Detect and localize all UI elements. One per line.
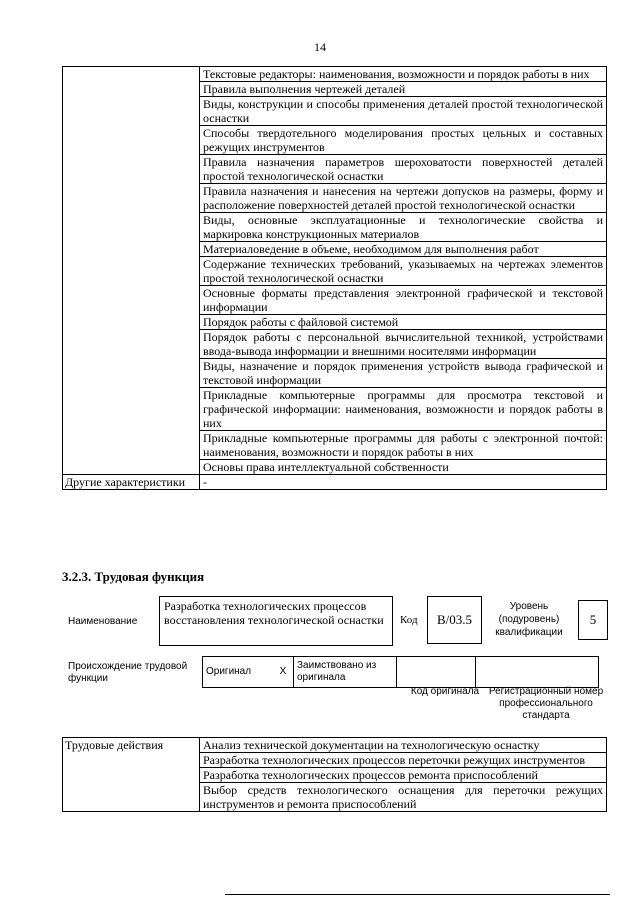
knowledge-item: Правила назначения параметров шероховатости поверхностей деталей простой технологической оснастки: [200, 155, 607, 184]
actions-label: Трудовые действия: [63, 738, 200, 812]
knowledge-item: Порядок работы с файловой системой: [200, 315, 607, 330]
section-heading: 3.2.3. Трудовая функция: [62, 569, 205, 584]
knowledge-item: Виды, конструкции и способы применения деталей простой технологической оснастки: [200, 97, 607, 126]
knowledge-item: Основы права интеллектуальной собственности: [200, 460, 607, 475]
bottom-rule: [225, 894, 610, 895]
origin-code-cell: [397, 657, 476, 688]
origin-original: Оригинал: [203, 657, 274, 688]
level-value: 5: [578, 600, 608, 640]
code-value: B/03.5: [427, 596, 482, 644]
knowledge-label-cell: [63, 67, 200, 475]
action-item: Анализ технической документации на технологическую оснастку: [200, 738, 607, 753]
code-label: Код: [400, 614, 418, 626]
action-item: Разработка технологических процессов ремонта приспособлений: [200, 768, 607, 783]
origin-reg-cell: [476, 657, 599, 688]
original-code-caption: Код оригинала: [410, 686, 480, 697]
knowledge-item: Порядок работы с персональной вычислительной техникой, устройствами ввода-вывода информации и внешними носителями информации: [200, 330, 607, 359]
other-characteristics-label: Другие характеристики: [63, 475, 200, 490]
knowledge-table: [62, 66, 607, 490]
knowledge-item: Правила выполнения чертежей деталей: [200, 82, 607, 97]
knowledge-item: Способы твердотельного моделирования простых цельных и составных режущих инструментов: [200, 126, 607, 155]
knowledge-item: Виды, назначение и порядок применения устройств вывода графической и текстовой информации: [200, 359, 607, 388]
actions-table: [62, 737, 607, 812]
level-label: Уровень (подуровень) квалификации: [495, 601, 563, 638]
other-characteristics-value: -: [200, 475, 607, 490]
action-item: Разработка технологических процессов переточки режущих инструментов: [200, 753, 607, 768]
knowledge-item: Основные форматы представления электронной графической и текстовой информации: [200, 286, 607, 315]
knowledge-item: Содержание технических требований, указываемых на чертежах элементов простой технологической оснастки: [200, 257, 607, 286]
action-item: Выбор средств технологического оснащения для переточки режущих инструментов и ремонта приспособлений: [200, 783, 607, 812]
knowledge-item: Виды, основные эксплуатационные и технологические свойства и маркировка конструкционных материалов: [200, 213, 607, 242]
origin-table: [202, 656, 599, 688]
registration-number-caption: Регистрационный номер профессионального стандарта: [488, 686, 604, 721]
page-number: 14: [314, 40, 326, 54]
knowledge-item: Текстовые редакторы: наименования, возможности и порядок работы в них: [200, 67, 607, 82]
knowledge-item: Правила назначения и нанесения на чертежи допусков на размеры, форму и расположение поверхностей деталей простой технологической оснастки: [200, 184, 607, 213]
origin-borrowed: Заимствовано из оригинала: [294, 657, 397, 688]
knowledge-item: Материаловедение в объеме, необходимом для выполнения работ: [200, 242, 607, 257]
knowledge-item: Прикладные компьютерные программы для просмотра текстовой и графической информации: наименования, возможности и порядок работы в них: [200, 388, 607, 431]
origin-label: Происхождение трудовой функции: [68, 661, 188, 684]
origin-mark: X: [273, 657, 294, 688]
name-label: Наименование: [68, 616, 138, 627]
knowledge-item: Прикладные компьютерные программы для работы с электронной почтой: наименования, возможности и порядок работы в них: [200, 431, 607, 460]
name-value: Разработка технологических процессов восстановления технологической оснастки: [159, 596, 393, 646]
